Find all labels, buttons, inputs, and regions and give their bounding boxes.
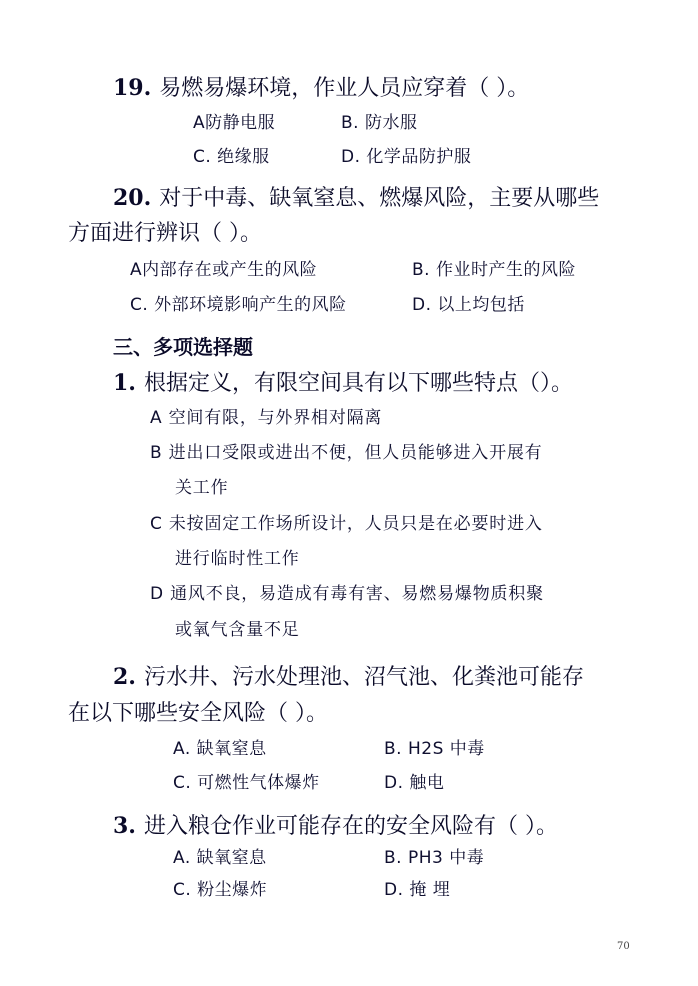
mq2-text-1: 污水井、污水处理池、沼气池、化粪池可能存 <box>143 665 584 690</box>
question-20-text-2: 方面进行辨识（ ）。 <box>68 221 262 246</box>
mq2-line1 <box>113 663 584 692</box>
q20-option-d: D. 以上均包括 <box>412 295 525 315</box>
mq2-option-a: A. 缺氧窒息 <box>173 739 267 759</box>
q19-option-a: A防静电服 <box>193 113 276 133</box>
mq3-option-b: B. PH3 中毒 <box>384 848 485 868</box>
q20-option-c: C. 外部环境影响产生的风险 <box>130 295 347 315</box>
q19-option-b: B. 防水服 <box>341 113 418 133</box>
question-20-line1 <box>113 184 599 213</box>
mq1-option-c-line1: C 未按固定工作场所设计，人员只是在必要时进入 <box>150 514 543 534</box>
mq1-option-b-line2: 关工作 <box>175 478 229 498</box>
mq1-option-b-line1: B 进出口受限或进出不便，但人员能够进入开展有 <box>150 443 543 463</box>
mq1-line <box>113 369 573 398</box>
question-20-text-1: 对于中毒、缺氧窒息、燃爆风险，主要从哪些 <box>159 186 600 211</box>
mq3-option-d: D. 掩 埋 <box>384 880 451 900</box>
q20-option-b: B. 作业时产生的风险 <box>412 260 576 280</box>
mq3-line <box>113 812 558 841</box>
q19-option-c: C. 绝缘服 <box>193 147 270 167</box>
mq2-text-2: 在以下哪些安全风险（ ）。 <box>68 701 328 726</box>
mq2-number: 2. <box>113 664 136 690</box>
mq1-option-a: A 空间有限，与外界相对隔离 <box>150 408 383 428</box>
mq3-number: 3. <box>113 813 136 839</box>
mq1-option-c-line2: 进行临时性工作 <box>175 549 300 569</box>
mq1-number: 1. <box>113 370 136 396</box>
question-19-text: 易燃易爆环境，作业人员应穿着（ ）。 <box>159 76 530 101</box>
mq2-option-b: B. H2S 中毒 <box>384 739 485 759</box>
mq3-option-c: C. 粉尘爆炸 <box>173 880 268 900</box>
mq2-option-d: D. 触电 <box>384 773 445 793</box>
question-19-line <box>113 74 529 103</box>
mq1-option-d-line2: 或氧气含量不足 <box>175 620 300 640</box>
mq3-option-a: A. 缺氧窒息 <box>173 848 267 868</box>
mq2-option-c: C. 可燃性气体爆炸 <box>173 773 320 793</box>
page-number: 70 <box>617 941 630 952</box>
mq3-text: 进入粮仓作业可能存在的安全风险有（ ）。 <box>143 814 558 839</box>
mq1-option-d-line1: D 通风不良，易造成有毒有害、易燃易爆物质积聚 <box>150 584 544 604</box>
section-title: 三、多项选择题 <box>113 335 253 359</box>
q19-option-d: D. 化学品防护服 <box>341 147 472 167</box>
q20-option-a: A内部存在或产生的风险 <box>130 260 318 280</box>
question-19-number: 19. <box>113 75 152 101</box>
mq1-text: 根据定义，有限空间具有以下哪些特点（）。 <box>143 371 573 396</box>
question-20-number: 20. <box>113 185 152 211</box>
